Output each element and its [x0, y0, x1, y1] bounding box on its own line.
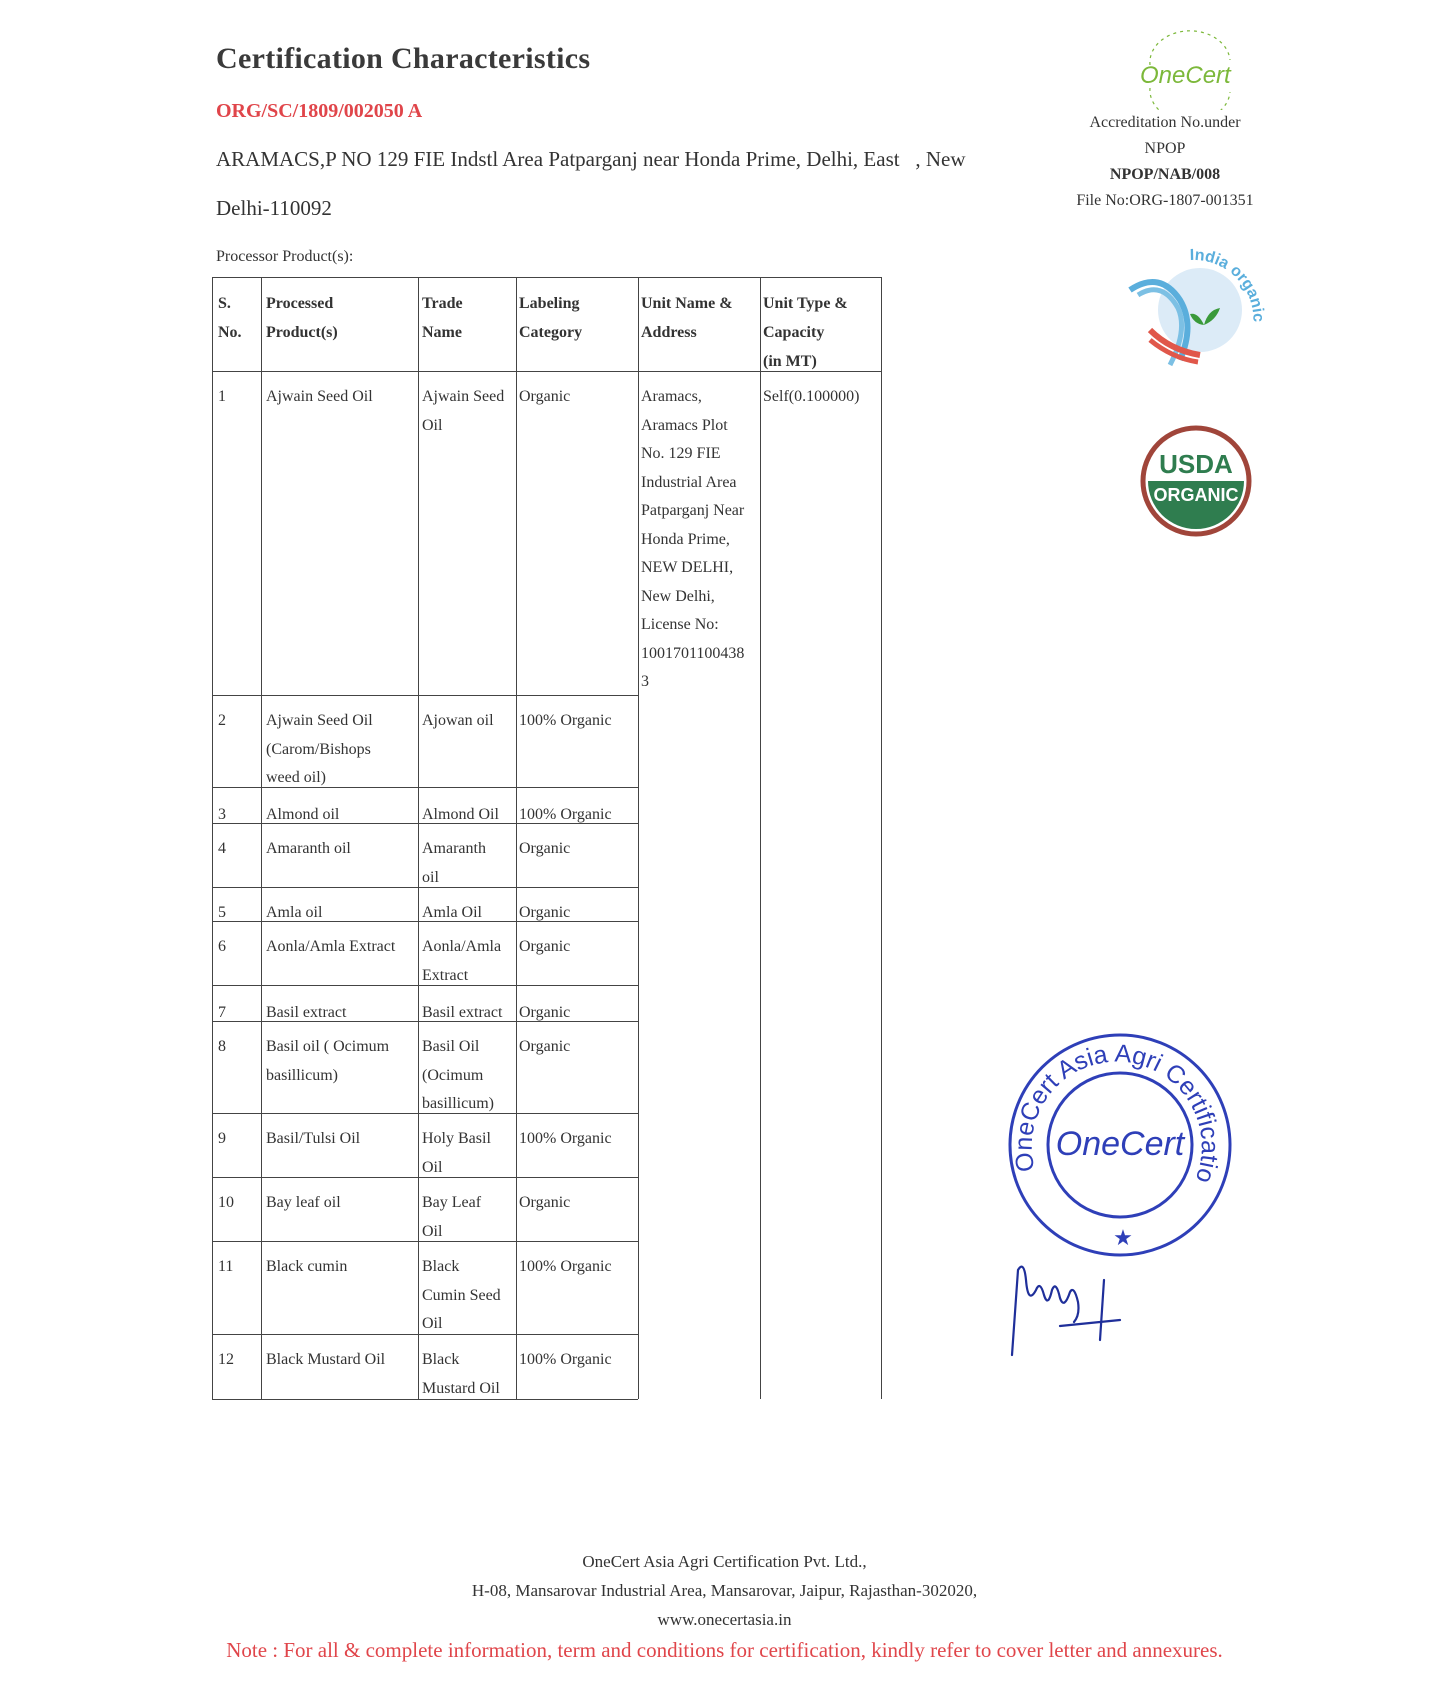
usda-organic-seal: [1140, 425, 1252, 537]
footer-website[interactable]: www.onecertasia.in: [657, 1610, 792, 1629]
row-sno: 8: [218, 1038, 226, 1055]
unit-address-line: Patparganj Near: [641, 502, 745, 519]
operator-address-line2: Delhi-110092: [216, 196, 332, 220]
row-product: Almond oil: [266, 806, 340, 823]
row-sno: 4: [218, 840, 226, 857]
processor-products-label: Processor Product(s):: [216, 248, 354, 265]
column-header: Processed: [266, 295, 334, 312]
row-trade-name: Amaranth: [422, 840, 486, 857]
row-trade-name: Aonla/Amla: [422, 938, 502, 955]
row-product: weed oil): [266, 769, 326, 786]
row-labeling-category: Organic: [519, 388, 571, 405]
row-product: Basil/Tulsi Oil: [266, 1130, 361, 1147]
row-trade-name: Ajowan oil: [422, 712, 494, 729]
certificate-number: ORG/SC/1809/002050 A: [216, 100, 423, 122]
row-labeling-category: 100% Organic: [519, 1130, 612, 1147]
table-column-line: [418, 277, 419, 1399]
column-header: Category: [519, 324, 583, 341]
row-product: basillicum): [266, 1066, 338, 1084]
column-header: Labeling: [519, 295, 580, 312]
row-trade-name: Oil: [422, 416, 443, 434]
row-trade-name: Oil: [422, 1222, 443, 1240]
row-labeling-category: Organic: [519, 904, 571, 921]
file-number: File No:ORG-1807-001351: [1076, 192, 1254, 209]
unit-address-line: New Delhi,: [641, 587, 715, 605]
row-product: Bay leaf oil: [266, 1194, 341, 1211]
onecert-logo: [1120, 30, 1250, 110]
row-sno: 5: [218, 904, 226, 921]
row-labeling-category: 100% Organic: [519, 1258, 612, 1275]
table-border-top: [212, 277, 881, 278]
row-sno: 7: [218, 1004, 226, 1021]
row-trade-name: Basil Oil: [422, 1038, 480, 1055]
row-labeling-category: Organic: [519, 938, 571, 955]
india-organic-text: India organic: [1189, 246, 1267, 323]
column-header: S.: [218, 295, 231, 312]
usda-top-text: USDA: [1159, 449, 1233, 479]
row-product: Ajwain Seed Oil: [266, 388, 373, 405]
row-trade-name: Ajwain Seed: [422, 388, 505, 405]
accreditation-line2: NPOP: [1144, 140, 1186, 157]
column-header: Address: [641, 324, 697, 341]
row-sno: 3: [218, 806, 226, 823]
row-trade-name: Oil: [422, 1158, 443, 1176]
row-trade-name: Basil extract: [422, 1004, 503, 1021]
row-sno: 2: [218, 712, 226, 729]
row-sno: 1: [218, 388, 226, 405]
unit-address-line: Industrial Area: [641, 473, 737, 491]
table-column-line: [212, 277, 213, 1399]
row-product: Amla oil: [266, 904, 323, 921]
row-labeling-category: 100% Organic: [519, 806, 612, 823]
unit-address-line: Honda Prime,: [641, 530, 730, 548]
row-labeling-category: Organic: [519, 1038, 571, 1055]
row-labeling-category: Organic: [519, 840, 571, 857]
row-trade-name: Oil: [422, 1315, 443, 1332]
certification-stamp: [1005, 1030, 1235, 1260]
row-sno: 11: [218, 1258, 234, 1275]
table-column-line: [881, 277, 882, 1399]
column-header: Unit Name &: [641, 295, 733, 312]
row-product: Ajwain Seed Oil: [266, 712, 373, 729]
table-column-line: [760, 277, 761, 1399]
footer-note: Note : For all & complete information, term and conditions for certification, kindly refer to cover letter and annexures.: [226, 1638, 1223, 1662]
row-sno: 6: [218, 938, 226, 955]
unit-type-capacity: Self(0.100000): [763, 388, 860, 405]
row-product: Amaranth oil: [266, 840, 351, 857]
row-product: Black Mustard Oil: [266, 1351, 386, 1368]
row-labeling-category: Organic: [519, 1004, 571, 1021]
column-header: Product(s): [266, 324, 338, 341]
row-trade-name: oil: [422, 868, 439, 886]
usda-bottom-text: ORGANIC: [1153, 485, 1239, 505]
unit-address-line: Aramacs Plot: [641, 416, 728, 434]
row-trade-name: Black: [422, 1351, 460, 1368]
row-product: Aonla/Amla Extract: [266, 938, 396, 955]
row-sno: 10: [218, 1194, 234, 1211]
column-header: Unit Type &: [763, 295, 848, 312]
footer-company: OneCert Asia Agri Certification Pvt. Ltd.,: [582, 1552, 867, 1571]
row-sno: 9: [218, 1130, 226, 1147]
unit-address-line: 1001701100438: [641, 644, 745, 662]
page-title: Certification Characteristics: [216, 42, 591, 75]
row-trade-name: Almond Oil: [422, 806, 499, 823]
unit-address-line: 3: [641, 673, 649, 690]
stamp-center-text: OneCert: [1055, 1125, 1185, 1163]
column-header: No.: [218, 324, 242, 341]
column-header: Name: [422, 324, 462, 341]
row-trade-name: Amla Oil: [422, 904, 482, 921]
row-labeling-category: 100% Organic: [519, 1351, 612, 1368]
row-trade-name: basillicum): [422, 1095, 494, 1112]
column-header: Capacity: [763, 324, 825, 341]
table-column-line: [261, 277, 262, 1399]
star-icon: ★: [1113, 1225, 1133, 1250]
row-labeling-category: Organic: [519, 1194, 571, 1211]
table-column-line: [638, 277, 639, 1399]
row-trade-name: Extract: [422, 966, 469, 984]
row-labeling-category: 100% Organic: [519, 712, 612, 729]
row-product: (Carom/Bishops: [266, 740, 371, 758]
onecert-logo-text: OneCert: [1140, 62, 1231, 89]
india-organic-logo: [1120, 240, 1280, 380]
footer-address: H-08, Mansarovar Industrial Area, Mansarovar, Jaipur, Rajasthan-302020,: [471, 1581, 978, 1600]
column-header: Trade: [422, 295, 463, 312]
unit-address-line: License No:: [641, 616, 719, 633]
row-sno: 12: [218, 1351, 234, 1368]
column-header: (in MT): [763, 353, 817, 370]
unit-address-line: No. 129 FIE: [641, 445, 721, 462]
table-column-line: [516, 277, 517, 1399]
row-product: Basil oil ( Ocimum: [266, 1038, 390, 1055]
unit-address-line: NEW DELHI,: [641, 559, 734, 576]
signature: [1000, 1250, 1140, 1360]
stamp-ring-text: OneCert Asia Agri Certificatio: [1009, 1039, 1224, 1187]
row-trade-name: Bay Leaf: [422, 1194, 482, 1211]
accreditation-number: NPOP/NAB/008: [1109, 166, 1221, 183]
table-row-divider: [212, 695, 638, 696]
accreditation-line1: Accreditation No.under: [1089, 114, 1241, 131]
row-trade-name: Holy Basil: [422, 1130, 491, 1147]
row-product: Black cumin: [266, 1258, 348, 1275]
row-trade-name: (Ocimum: [422, 1066, 484, 1084]
row-trade-name: Cumin Seed: [422, 1286, 501, 1304]
row-trade-name: Black: [422, 1258, 460, 1275]
unit-address-line: Aramacs,: [641, 388, 702, 405]
operator-address-line1: ARAMACS,P NO 129 FIE Indstl Area Patparganj near Honda Prime, Delhi, East , New: [216, 147, 966, 171]
row-product: Basil extract: [266, 1004, 347, 1021]
row-trade-name: Mustard Oil: [422, 1379, 500, 1397]
